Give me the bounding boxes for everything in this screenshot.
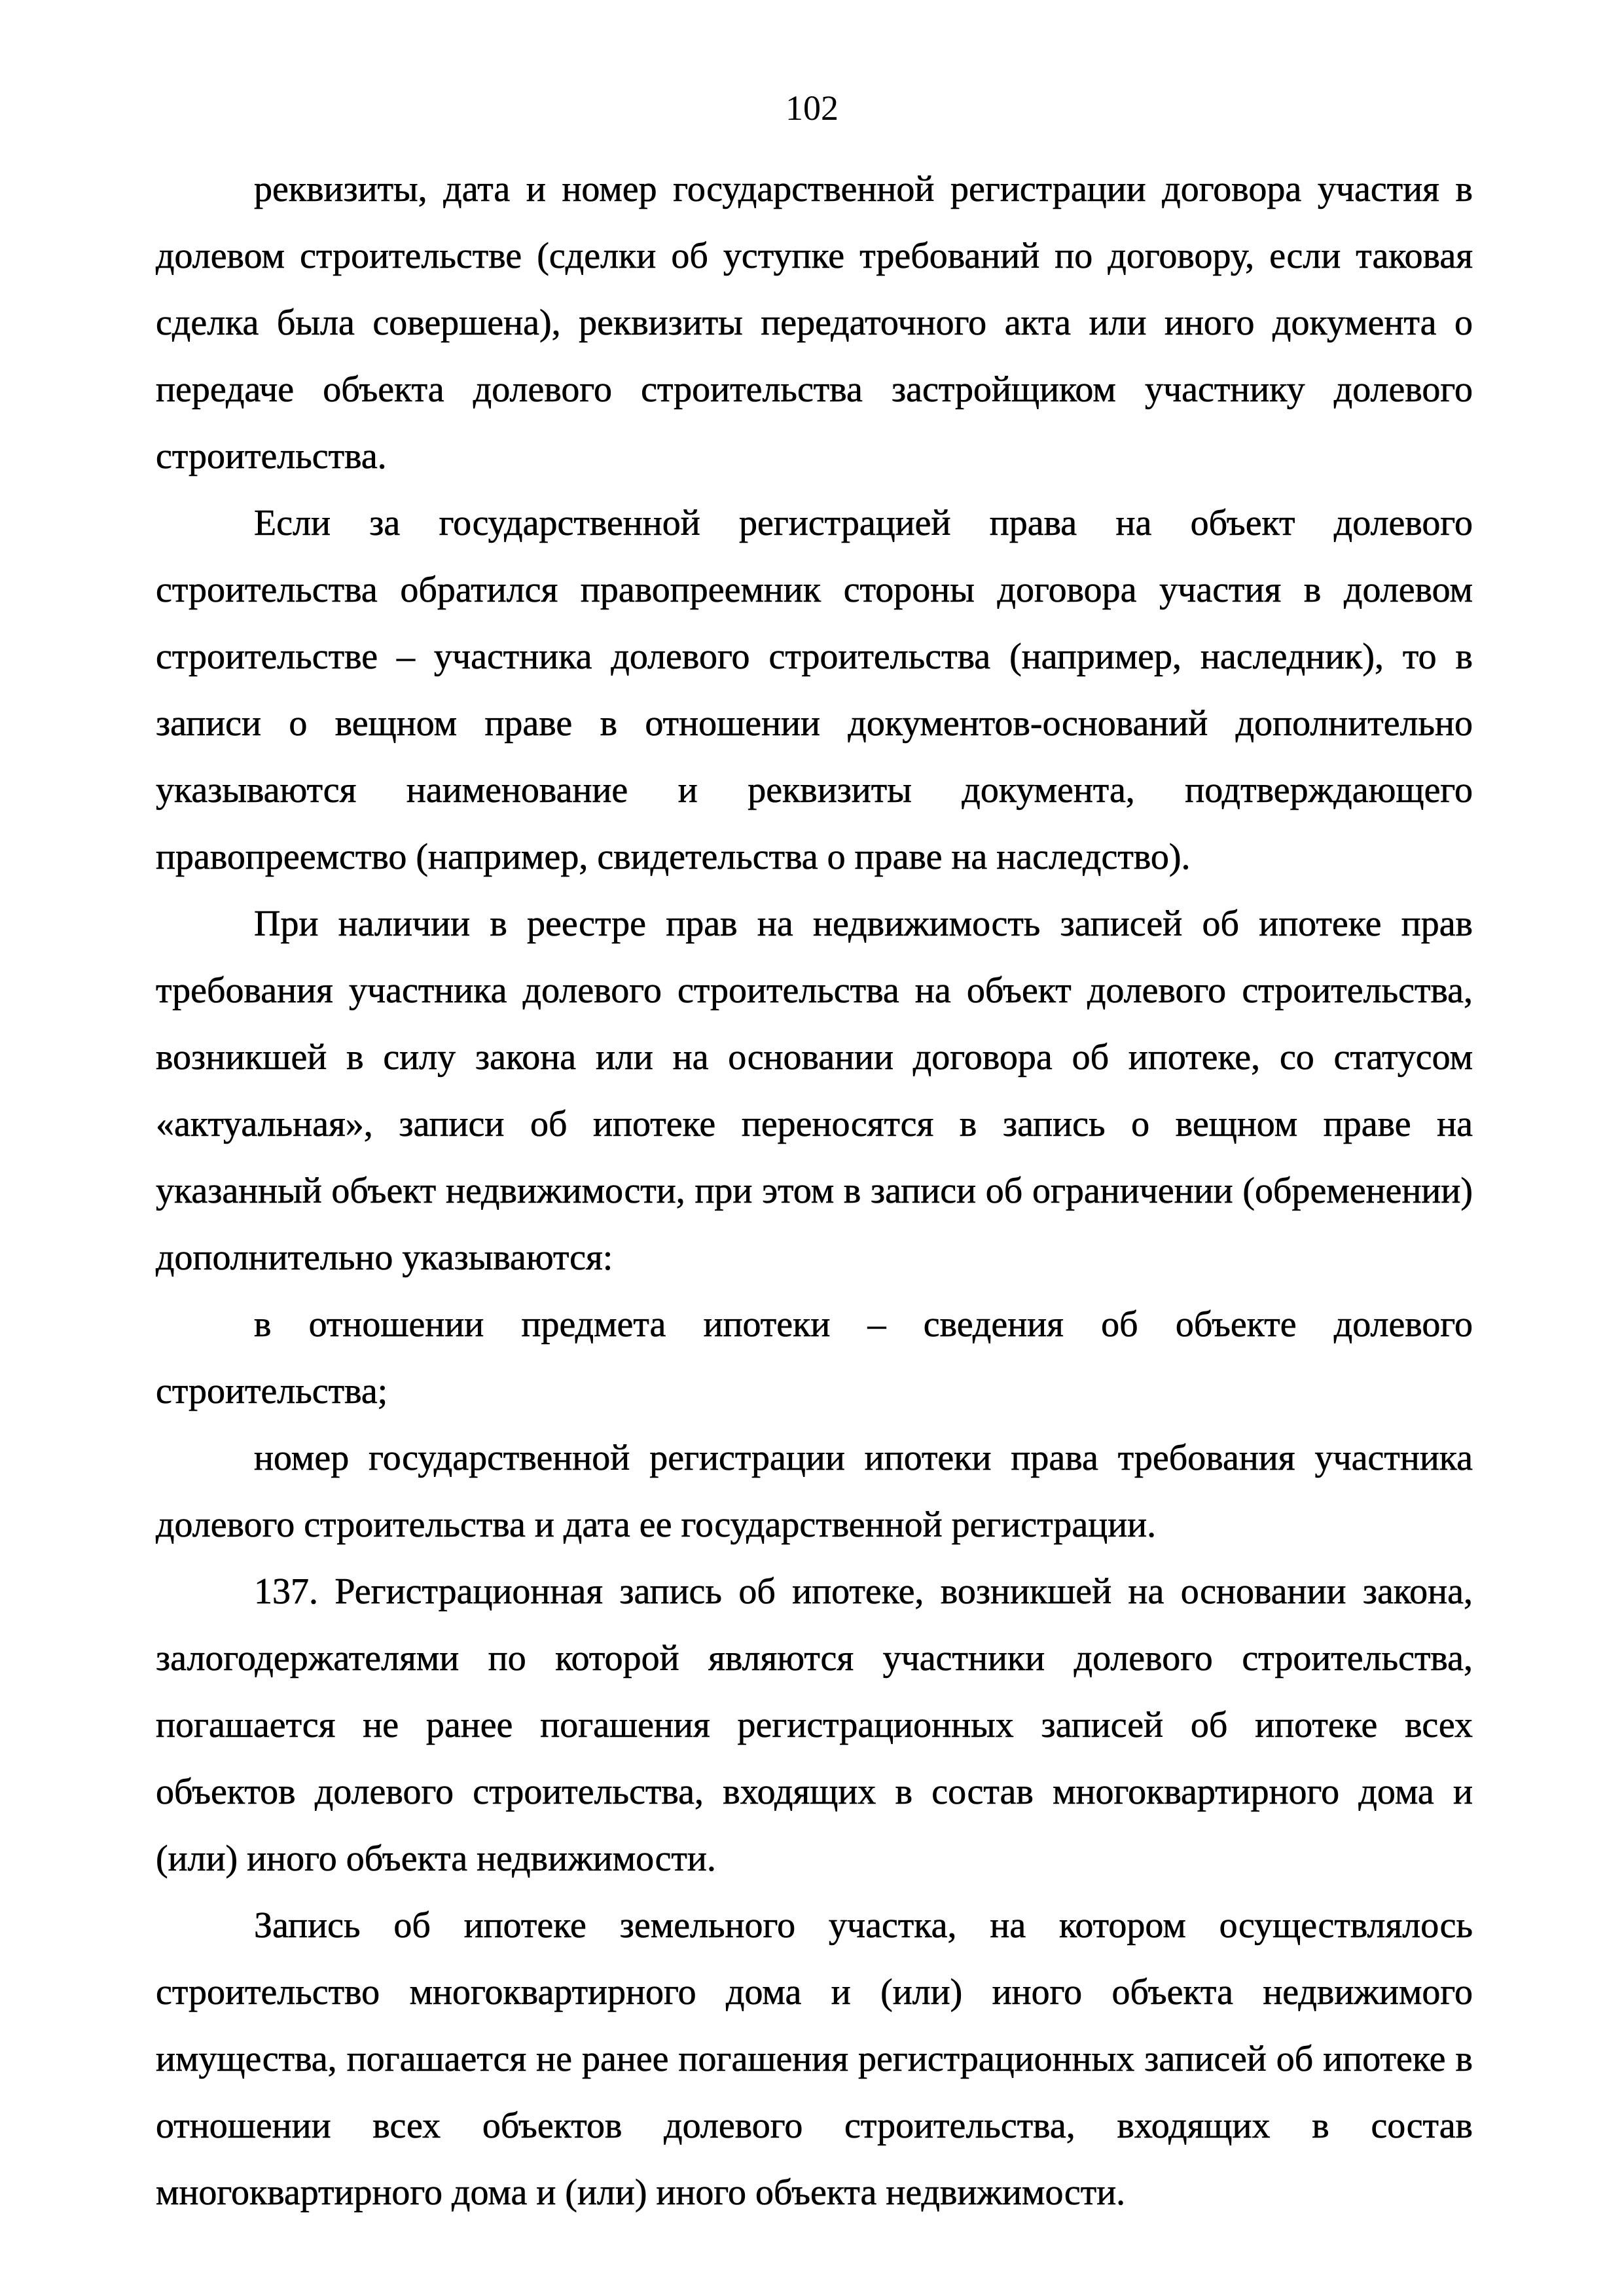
paragraph-requisites: реквизиты, дата и номер государственной регистрации договора участия в долевом строительстве (сделки об уступке требований по договору, если таковая сделка была совершена), реквизиты передаточного акта или иного документа о передаче объекта долевого строительства застройщиком участнику долевого строительства.: [156, 169, 1473, 477]
paragraph-mortgage-records: При наличии в реестре прав на недвижимость записей об ипотеке прав требования участника долевого строительства на объект долевого строительства, возникшей в силу закона или на основании договора об ипотеке, со статусом «актуальная», записи об ипотеке переносятся в запись о вещном праве на указанный объект недвижимости, при этом в записи об ограничении (обременении) дополнительно указываются:: [156, 903, 1473, 1278]
document-body: [156, 156, 1473, 2226]
paragraph-land-mortgage: Запись об ипотеке земельного участка, на котором осуществлялось строительство многоквартирного дома и (или) иного объекта недвижимого имущества, погашается не ранее погашения регистрационных записей об ипотеке в отношении всех объектов долевого строительства, входящих в состав многоквартирного дома и (или) иного объекта недвижимости.: [156, 1905, 1473, 2213]
page-number: 102: [785, 88, 839, 128]
paragraph-subject-of-mortgage: в отношении предмета ипотеки – сведения об объекте долевого строительства;: [156, 1304, 1473, 1412]
paragraph-successor: Если за государственной регистрацией права на объект долевого строительства обратился правопреемник стороны договора участия в долевом строительстве – участника долевого строительства (например, наследник), то в записи о вещном праве в отношении документов-оснований дополнительно указываются наименование и реквизиты документа, подтверждающего правопреемство (например, свидетельства о праве на наследство).: [156, 503, 1473, 877]
paragraph-registration-number: номер государственной регистрации ипотеки права требования участника долевого строительства и дата ее государственной регистрации.: [156, 1438, 1473, 1545]
paragraph-item-137: 137. Регистрационная запись об ипотеке, возникшей на основании закона, залогодержателями по которой являются участники долевого строительства, погашается не ранее погашения регистрационных записей об ипотеке всех объектов долевого строительства, входящих в состав многоквартирного дома и (или) иного объекта недвижимости.: [156, 1571, 1473, 1879]
